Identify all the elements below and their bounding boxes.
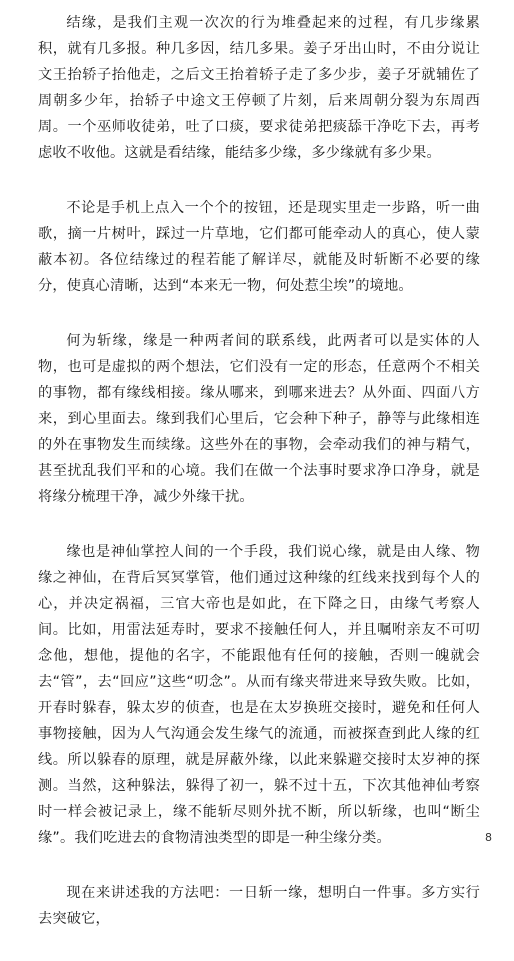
body-text — [38, 10, 480, 961]
paragraph-5: 现在来讲述我的方法吧：一日斩一缘，想明白一件事。多方实行去突破它， — [38, 885, 480, 927]
paragraph-4: 缘也是神仙掌控人间的一个手段，我们说心缘，就是由人缘、物缘之神仙，在背后冥冥掌管，他们通过这种缘的红线来找到每个人的心，并决定祸福，三官大帝也是如此，在下降之日，由缘气考察人间。比如，用雷法延寿时，要求不接触任何人，并且嘱咐亲友不可叨念他，想他，提他的名字，不能跟他有任何的接触，否则一魄就会去“管”，去“回应”这些“叨念”。从而有缘夹带进来导致失败。比如，开春时躲春，躲太岁的侦查，也是在太岁换班交接时，避免和任何人事物接触，因为人气沟通会发生缘气的流通，而被探查到此人缘的红线。所以躲春的原理，就是屏蔽外缘，以此来躲避交接时太岁神的探测。当然，这种躲法，躲得了初一，躲不过十五，下次其他神仙考察时一样会被记录上，缘不能斩尽则外扰不断，所以斩缘，也叫“断尘缘”。我们吃进去的食物清浊类型的即是一种尘缘分类。 — [38, 544, 480, 846]
paragraph-1: 结缘，是我们主观一次次的行为堆叠起来的过程，有几步缘累积，就有几多报。种几多因，结几多果。姜子牙出山时，不由分说让文王抬轿子抬他走，之后文王抬着轿子走了多少步，姜子牙就辅佐了周朝多少年，抬轿子中途文王停顿了片刻，后来周朝分裂为东周西周。一个巫师收徒弟，吐了口痰，要求徒弟把痰舔干净吃下去，再考虑收不收他。这就是看结缘，能结多少缘，多少缘就有多少果。 — [38, 15, 480, 161]
paragraph-3: 何为斩缘，缘是一种两者间的联系线，此两者可以是实体的人物，也可是虚拟的两个想法，它们没有一定的形态，任意两个不相关的事物，都有缘线相接。缘从哪来，到哪来进去？从外面、四面八方来，到心里面去。缘到我们心里后，它会种下种子，静等与此缘相连的外在事物发生而续缘。这些外在的事物，会牵动我们的神与精气，甚至扰乱我们平和的心境。我们在做一个法事时要求净口净身，就是将缘分梳理干净，减少外缘干扰。 — [38, 333, 480, 505]
page-number: 8 — [485, 831, 492, 844]
paragraph-2: 不论是手机上点入一个个的按钮，还是现实里走一步路，听一曲歌，摘一片树叶，踩过一片草地，它们都可能牵动人的真心，使人蒙蔽本初。各位结缘过的程若能了解详尽，就能及时斩断不必要的缘分，使真心清晰，达到“本来无一物，何处惹尘埃”的境地。 — [38, 200, 480, 294]
